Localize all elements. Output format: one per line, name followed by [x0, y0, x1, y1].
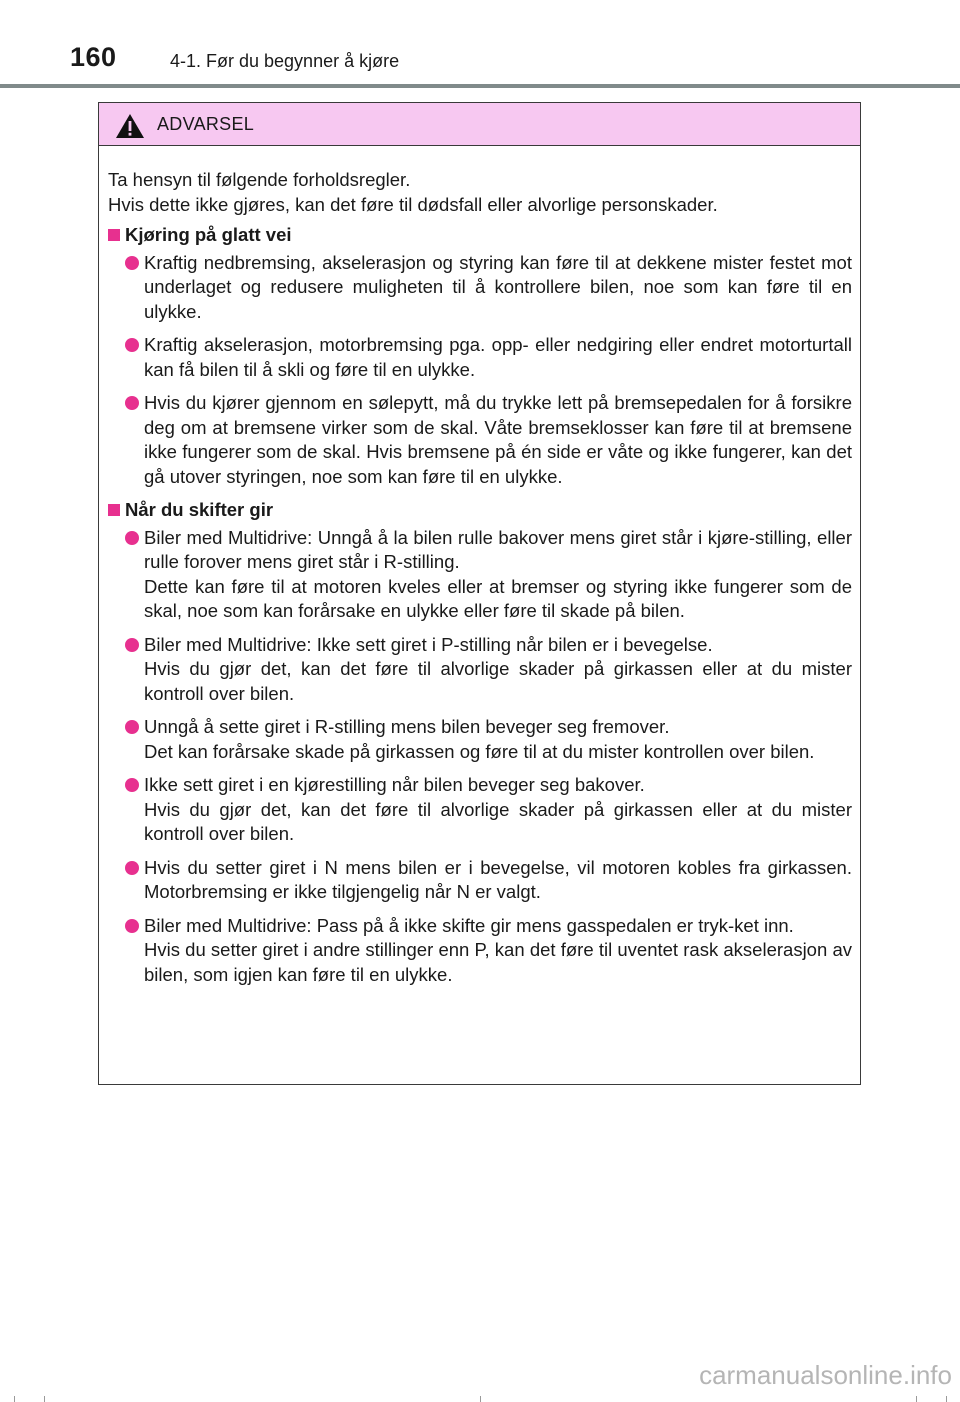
- round-bullet-icon: [125, 338, 139, 352]
- page-number: 160: [70, 42, 117, 72]
- warning-body: [99, 146, 860, 987]
- warning-box: [98, 102, 861, 1085]
- list-item-text: Biler med Multidrive: Pass på å ikke skifte gir mens gasspedalen er tryk-ket inn.: [144, 914, 794, 936]
- bullet-list: [108, 251, 852, 490]
- list-item: [108, 251, 852, 325]
- square-bullet-icon: [108, 504, 120, 516]
- section-heading: [108, 223, 852, 248]
- section-heading-text: Kjøring på glatt vei: [125, 224, 292, 245]
- section-title: 4-1. Før du begynner å kjøre: [170, 51, 400, 71]
- list-item-text: Kraftig akselerasjon, motorbremsing pga. opp- eller nedgiring eller endret motorturtall kan få bilen til å skli og føre til en ulykke.: [144, 334, 852, 380]
- list-item: [108, 333, 852, 382]
- list-item-text: Hvis du setter giret i andre stillinger enn P, kan det føre til uventet rask akselerasjon av bilen, som igjen kan føre til en ulykke.: [144, 939, 852, 985]
- list-item-text: Biler med Multidrive: Ikke sett giret i P-stilling når bilen er i bevegelse.: [144, 633, 713, 655]
- list-item-text: Biler med Multidrive: Unngå å la bilen rulle bakover mens giret står i kjøre-stilling, eller rulle forover mens giret står i R-stilling.: [144, 526, 852, 572]
- list-item: [108, 773, 852, 847]
- list-item: [108, 391, 852, 489]
- warning-header: [99, 103, 860, 146]
- list-item-text: Kraftig nedbremsing, akselerasjon og styring kan føre til at dekkene mister festet mot underlaget og redusere muligheten til å kontrollere bilen, noe som kan føre til en ulykke.: [144, 251, 852, 322]
- list-item: [108, 715, 852, 764]
- section-heading: [108, 498, 852, 523]
- round-bullet-icon: [125, 531, 139, 545]
- warning-label: ADVARSEL: [157, 114, 255, 134]
- section-heading-text: Når du skifter gir: [125, 499, 274, 520]
- list-item-text: Hvis du kjører gjennom en sølepytt, må du trykke lett på bremsepedalen for å forsikre deg om at bremsene virker som de skal. Våte bremseklosser kan føre til at bremsene ikke fungerer som de skal. Hvis bremsene på én side er våte og ikke fungerer, kan det gå utover styringen, noe som kan føre til en ulykke.: [144, 392, 852, 487]
- round-bullet-icon: [125, 720, 139, 734]
- watermark: carmanualsonline.info: [699, 1360, 952, 1390]
- header-rule: [0, 84, 960, 88]
- intro-line: Hvis dette ikke gjøres, kan det føre til dødsfall eller alvorlige personskader.: [108, 193, 718, 215]
- page-header: [0, 0, 960, 90]
- square-bullet-icon: [108, 229, 120, 241]
- list-item-text: Hvis du setter giret i N mens bilen er i bevegelse, vil motoren kobles fra girkassen. Motorbremsing er ikke tilgjengelig når N er valgt.: [144, 856, 852, 902]
- round-bullet-icon: [125, 778, 139, 792]
- list-item-text: Ikke sett giret i en kjørestilling når bilen beveger seg bakover.: [144, 774, 645, 795]
- bullet-list: [108, 526, 852, 988]
- list-item-text: Hvis du gjør det, kan det føre til alvorlige skader på girkassen eller at du mister kontroll over bilen.: [144, 798, 852, 844]
- crop-marks: [0, 1395, 960, 1402]
- round-bullet-icon: [125, 861, 139, 875]
- list-item-text: Dette kan føre til at motoren kveles eller at bremser og styring ikke fungerer som de skal, noe som kan forårsake en ulykke eller føre til skade på bilen.: [144, 575, 852, 621]
- round-bullet-icon: [125, 396, 139, 410]
- warning-intro: [108, 168, 852, 217]
- list-item: [108, 526, 852, 624]
- list-item: [108, 856, 852, 905]
- list-item: [108, 914, 852, 988]
- intro-line: Ta hensyn til følgende forholdsregler.: [108, 169, 411, 190]
- round-bullet-icon: [125, 919, 139, 933]
- list-item-text: Unngå å sette giret i R-stilling mens bilen beveger seg fremover.: [144, 716, 670, 737]
- warning-triangle-icon: [115, 113, 145, 139]
- list-item: [108, 633, 852, 707]
- section-slippery-road: [108, 223, 852, 489]
- round-bullet-icon: [125, 638, 139, 652]
- round-bullet-icon: [125, 256, 139, 270]
- list-item-text: Hvis du gjør det, kan det føre til alvorlige skader på girkassen eller at du mister kontroll over bilen.: [144, 658, 852, 704]
- list-item-text: Det kan forårsake skade på girkassen og føre til at du mister kontrollen over bilen.: [144, 740, 815, 762]
- section-shifting-gears: [108, 498, 852, 987]
